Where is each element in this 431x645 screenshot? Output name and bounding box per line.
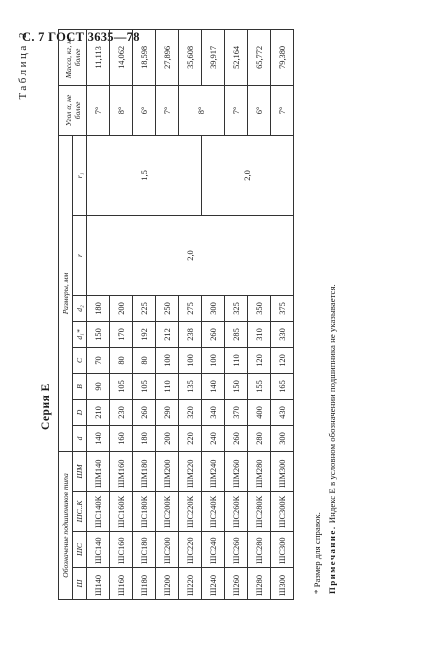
cell-shs-k: ШС140К xyxy=(87,492,110,532)
cell-mass: 79,380 xyxy=(271,29,294,85)
cell-D: 230 xyxy=(110,399,133,425)
cell-shs: ШС220 xyxy=(179,532,202,568)
rotated-table-area xyxy=(12,30,402,600)
cell-sh: Ш260 xyxy=(225,568,248,600)
cell-shs: ШС200 xyxy=(156,532,179,568)
cell-angle: 6° xyxy=(248,85,271,135)
cell-mass: 52,164 xyxy=(225,29,248,85)
header-d: d xyxy=(73,425,87,451)
cell-d1: 260 xyxy=(202,321,225,347)
header-mass: Масса, кг, не более xyxy=(59,29,87,85)
header-d1: d₁* xyxy=(73,321,87,347)
cell-D: 370 xyxy=(225,399,248,425)
cell-sh: Ш200 xyxy=(156,568,179,600)
header-angle: Угол α, не более xyxy=(59,85,87,135)
cell-C: 110 xyxy=(225,347,248,373)
cell-r-merged: 2,0 xyxy=(87,215,294,295)
cell-angle: 7° xyxy=(271,85,294,135)
header-C: C xyxy=(73,347,87,373)
header-shs-k: ШС..К xyxy=(73,492,87,532)
cell-D: 260 xyxy=(133,399,156,425)
table-row xyxy=(179,29,202,599)
header-sizes-group: Размеры, мм xyxy=(59,135,73,451)
note-label: Примечание. xyxy=(327,525,337,594)
table-row xyxy=(156,29,179,599)
cell-d: 140 xyxy=(87,425,110,451)
header-D: D xyxy=(73,399,87,425)
cell-C: 100 xyxy=(179,347,202,373)
cell-r1-merged-a: 1,5 xyxy=(87,135,202,215)
bearing-table xyxy=(58,29,294,600)
footnote: * Размер для справок. xyxy=(312,512,322,594)
table-row xyxy=(133,29,156,599)
cell-C: 80 xyxy=(110,347,133,373)
cell-d: 280 xyxy=(248,425,271,451)
cell-B: 90 xyxy=(87,373,110,399)
cell-D: 290 xyxy=(156,399,179,425)
cell-sh: Ш160 xyxy=(110,568,133,600)
cell-shs: ШС140 xyxy=(87,532,110,568)
cell-mass: 18,598 xyxy=(133,29,156,85)
table-caption: Таблица 2 xyxy=(17,30,29,100)
cell-D: 430 xyxy=(271,399,294,425)
header-designation-group: Обозначение подшипников типа xyxy=(59,451,73,599)
cell-D: 400 xyxy=(248,399,271,425)
header-r: r xyxy=(73,215,87,295)
cell-shs: ШС180 xyxy=(133,532,156,568)
cell-d: 220 xyxy=(179,425,202,451)
cell-angle: 7° xyxy=(225,85,248,135)
cell-mass: 39,917 xyxy=(202,29,225,85)
cell-sh: Ш180 xyxy=(133,568,156,600)
header-shs: ШС xyxy=(73,532,87,568)
cell-d1: 310 xyxy=(248,321,271,347)
cell-shm: ШМ140 xyxy=(87,451,110,491)
page-header: С. 7 ГОСТ 3635—78 xyxy=(22,30,140,44)
cell-sh: Ш300 xyxy=(271,568,294,600)
cell-C: 120 xyxy=(271,347,294,373)
cell-shm: ШМ260 xyxy=(225,451,248,491)
cell-d2: 225 xyxy=(133,295,156,321)
cell-d2: 375 xyxy=(271,295,294,321)
cell-D: 320 xyxy=(179,399,202,425)
cell-B: 140 xyxy=(202,373,225,399)
cell-D: 340 xyxy=(202,399,225,425)
cell-shm: ШМ200 xyxy=(156,451,179,491)
cell-B: 135 xyxy=(179,373,202,399)
cell-d: 260 xyxy=(225,425,248,451)
cell-shs-k: ШС240К xyxy=(202,492,225,532)
cell-mass: 65,772 xyxy=(248,29,271,85)
header-B: B xyxy=(73,373,87,399)
table-row xyxy=(225,29,248,599)
cell-C: 100 xyxy=(202,347,225,373)
cell-shs-k: ШС220К xyxy=(179,492,202,532)
header-shm: ШМ xyxy=(73,451,87,491)
cell-d1: 238 xyxy=(179,321,202,347)
cell-d1: 330 xyxy=(271,321,294,347)
cell-r1-merged-b: 2,0 xyxy=(202,135,294,215)
cell-d2: 325 xyxy=(225,295,248,321)
cell-B: 105 xyxy=(133,373,156,399)
note-text: Индекс Е в условном обозначении подшипника не указывается. xyxy=(327,284,337,524)
cell-C: 100 xyxy=(156,347,179,373)
cell-angle: 7° xyxy=(87,85,110,135)
cell-d: 180 xyxy=(133,425,156,451)
table-row xyxy=(110,29,133,599)
cell-d2: 250 xyxy=(156,295,179,321)
header-d2: d₂ xyxy=(73,295,87,321)
cell-C: 80 xyxy=(133,347,156,373)
cell-d1: 150 xyxy=(87,321,110,347)
cell-shs-k: ШС200К xyxy=(156,492,179,532)
cell-shs: ШС300 xyxy=(271,532,294,568)
cell-d: 200 xyxy=(156,425,179,451)
header-sh: Ш xyxy=(73,568,87,600)
cell-angle: 8° xyxy=(110,85,133,135)
cell-d1: 285 xyxy=(225,321,248,347)
cell-shm: ШМ220 xyxy=(179,451,202,491)
cell-C: 70 xyxy=(87,347,110,373)
cell-d: 300 xyxy=(271,425,294,451)
cell-B: 155 xyxy=(248,373,271,399)
cell-d2: 350 xyxy=(248,295,271,321)
cell-shs: ШС160 xyxy=(110,532,133,568)
cell-shs-k: ШС180К xyxy=(133,492,156,532)
cell-mass: 14,062 xyxy=(110,29,133,85)
cell-shs: ШС240 xyxy=(202,532,225,568)
cell-C: 120 xyxy=(248,347,271,373)
cell-sh: Ш280 xyxy=(248,568,271,600)
cell-mass: 11,113 xyxy=(87,29,110,85)
cell-shs-k: ШС160К xyxy=(110,492,133,532)
cell-angle: 6° xyxy=(133,85,156,135)
cell-sh: Ш140 xyxy=(87,568,110,600)
cell-d2: 275 xyxy=(179,295,202,321)
cell-B: 105 xyxy=(110,373,133,399)
cell-d2: 200 xyxy=(110,295,133,321)
header-r1: r₁ xyxy=(73,135,87,215)
cell-sh: Ш220 xyxy=(179,568,202,600)
table-row xyxy=(87,29,110,599)
cell-shm: ШМ300 xyxy=(271,451,294,491)
cell-d1: 192 xyxy=(133,321,156,347)
cell-shs: ШС260 xyxy=(225,532,248,568)
cell-mass: 35,608 xyxy=(179,29,202,85)
cell-shm: ШМ180 xyxy=(133,451,156,491)
cell-angle: 7° xyxy=(156,85,179,135)
cell-mass: 27,896 xyxy=(156,29,179,85)
cell-shs-k: ШС280К xyxy=(248,492,271,532)
table-row xyxy=(248,29,271,599)
cell-shm: ШМ280 xyxy=(248,451,271,491)
cell-shm: ШМ240 xyxy=(202,451,225,491)
cell-B: 110 xyxy=(156,373,179,399)
cell-d1: 212 xyxy=(156,321,179,347)
cell-B: 165 xyxy=(271,373,294,399)
series-title: Серия Е xyxy=(40,383,52,430)
cell-shs: ШС280 xyxy=(248,532,271,568)
cell-shs-k: ШС300К xyxy=(271,492,294,532)
cell-angle: 8° xyxy=(179,85,225,135)
cell-shs-k: ШС260К xyxy=(225,492,248,532)
cell-d: 160 xyxy=(110,425,133,451)
cell-B: 150 xyxy=(225,373,248,399)
cell-D: 210 xyxy=(87,399,110,425)
note xyxy=(327,284,337,594)
table-row xyxy=(271,29,294,599)
cell-d: 240 xyxy=(202,425,225,451)
cell-d1: 170 xyxy=(110,321,133,347)
cell-shm: ШМ160 xyxy=(110,451,133,491)
cell-sh: Ш240 xyxy=(202,568,225,600)
cell-d2: 180 xyxy=(87,295,110,321)
cell-d2: 300 xyxy=(202,295,225,321)
